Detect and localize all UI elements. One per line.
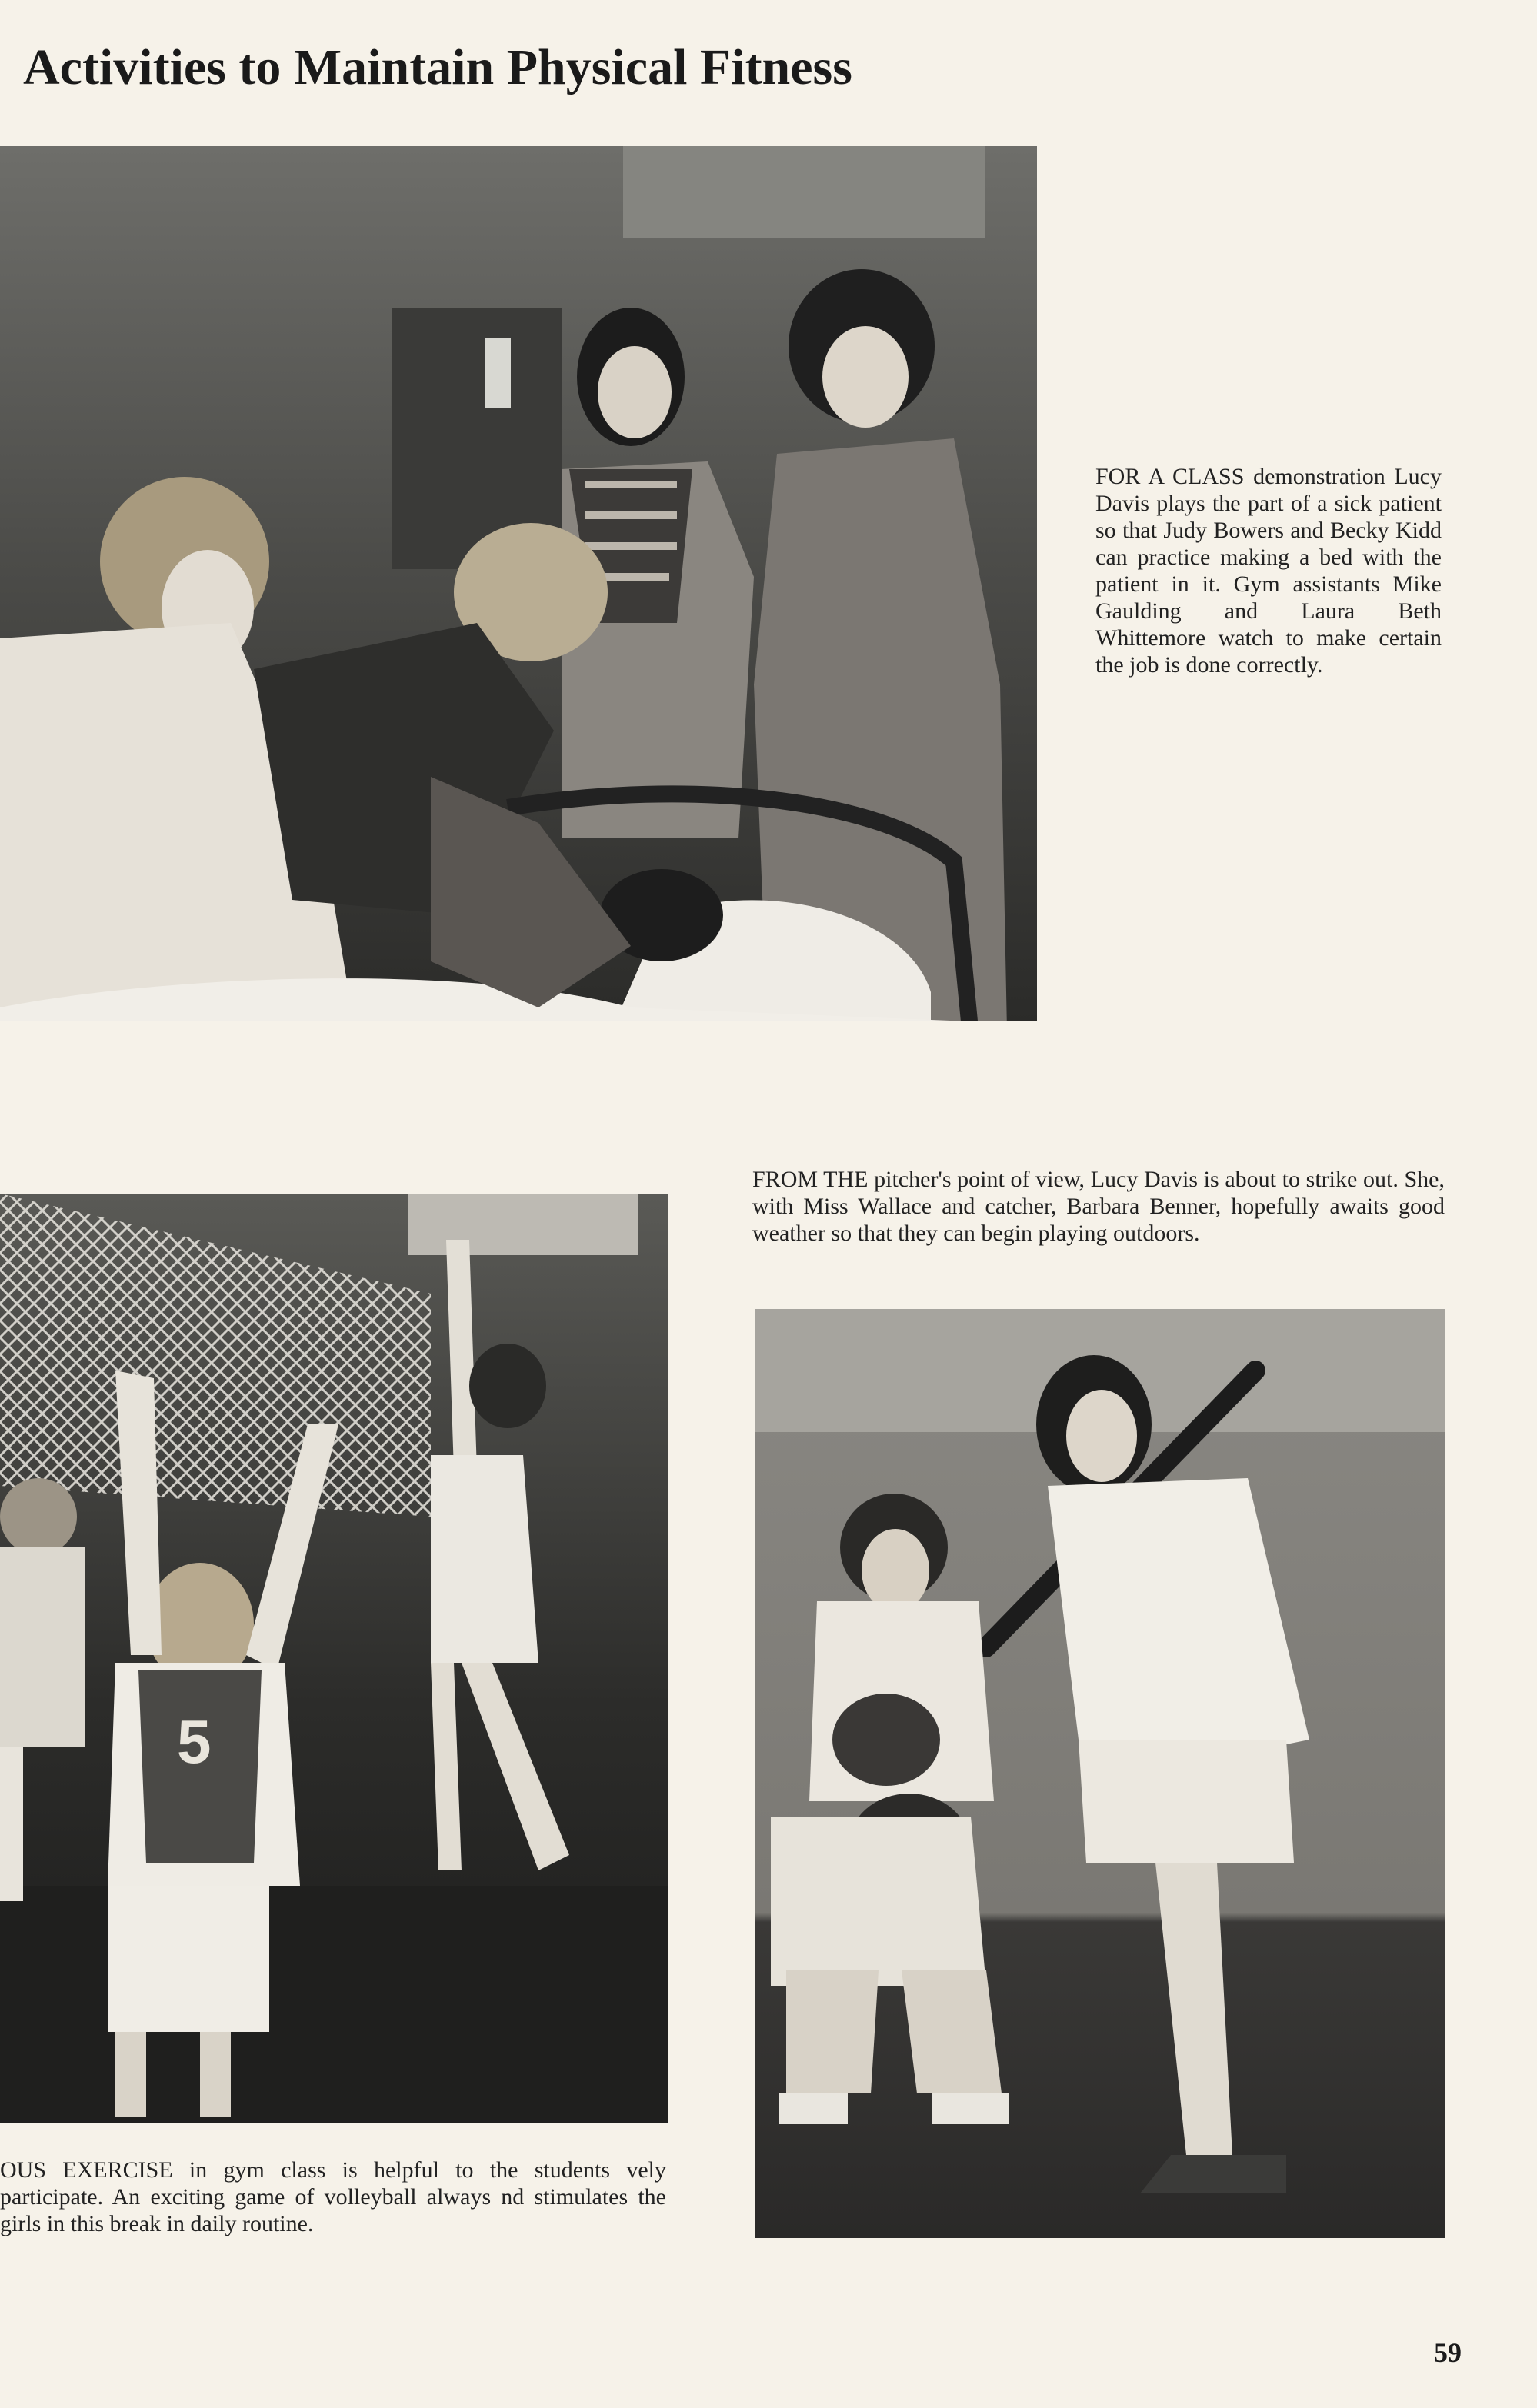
bed-making-illustration xyxy=(0,146,1037,1021)
softball-illustration xyxy=(755,1309,1445,2238)
jersey-number: 5 xyxy=(177,1707,212,1776)
caption-volleyball: OUS EXERCISE in gym class is helpful to the students vely participate. An exciting game of volleyball always nd stimulates the girls in this break in daily routine. xyxy=(0,2157,666,2236)
volleyball-illustration xyxy=(0,1194,668,2123)
photo-volleyball xyxy=(0,1194,668,2123)
page-number: 59 xyxy=(1434,2337,1462,2368)
caption-bed-making: FOR A CLASS demonstration Lucy Davis plays the part of a sick patient so that Judy Bowers and Becky Kidd can practice making a bed with the patient in it. Gym assistants Mike Gaulding and Laura Beth Whittemore watch to make certain the job is done correctly. xyxy=(1095,464,1442,678)
page-title: Activities to Maintain Physical Fitness xyxy=(23,39,852,95)
photo-bed-making xyxy=(0,146,1037,1021)
caption-softball: FROM THE pitcher's point of view, Lucy Davis is about to strike out. She, with Miss Wallace and catcher, Barbara Benner, hopefully awaits good weather so that they can begin playing outdoors. xyxy=(752,1167,1445,1246)
photo-softball xyxy=(755,1309,1445,2238)
